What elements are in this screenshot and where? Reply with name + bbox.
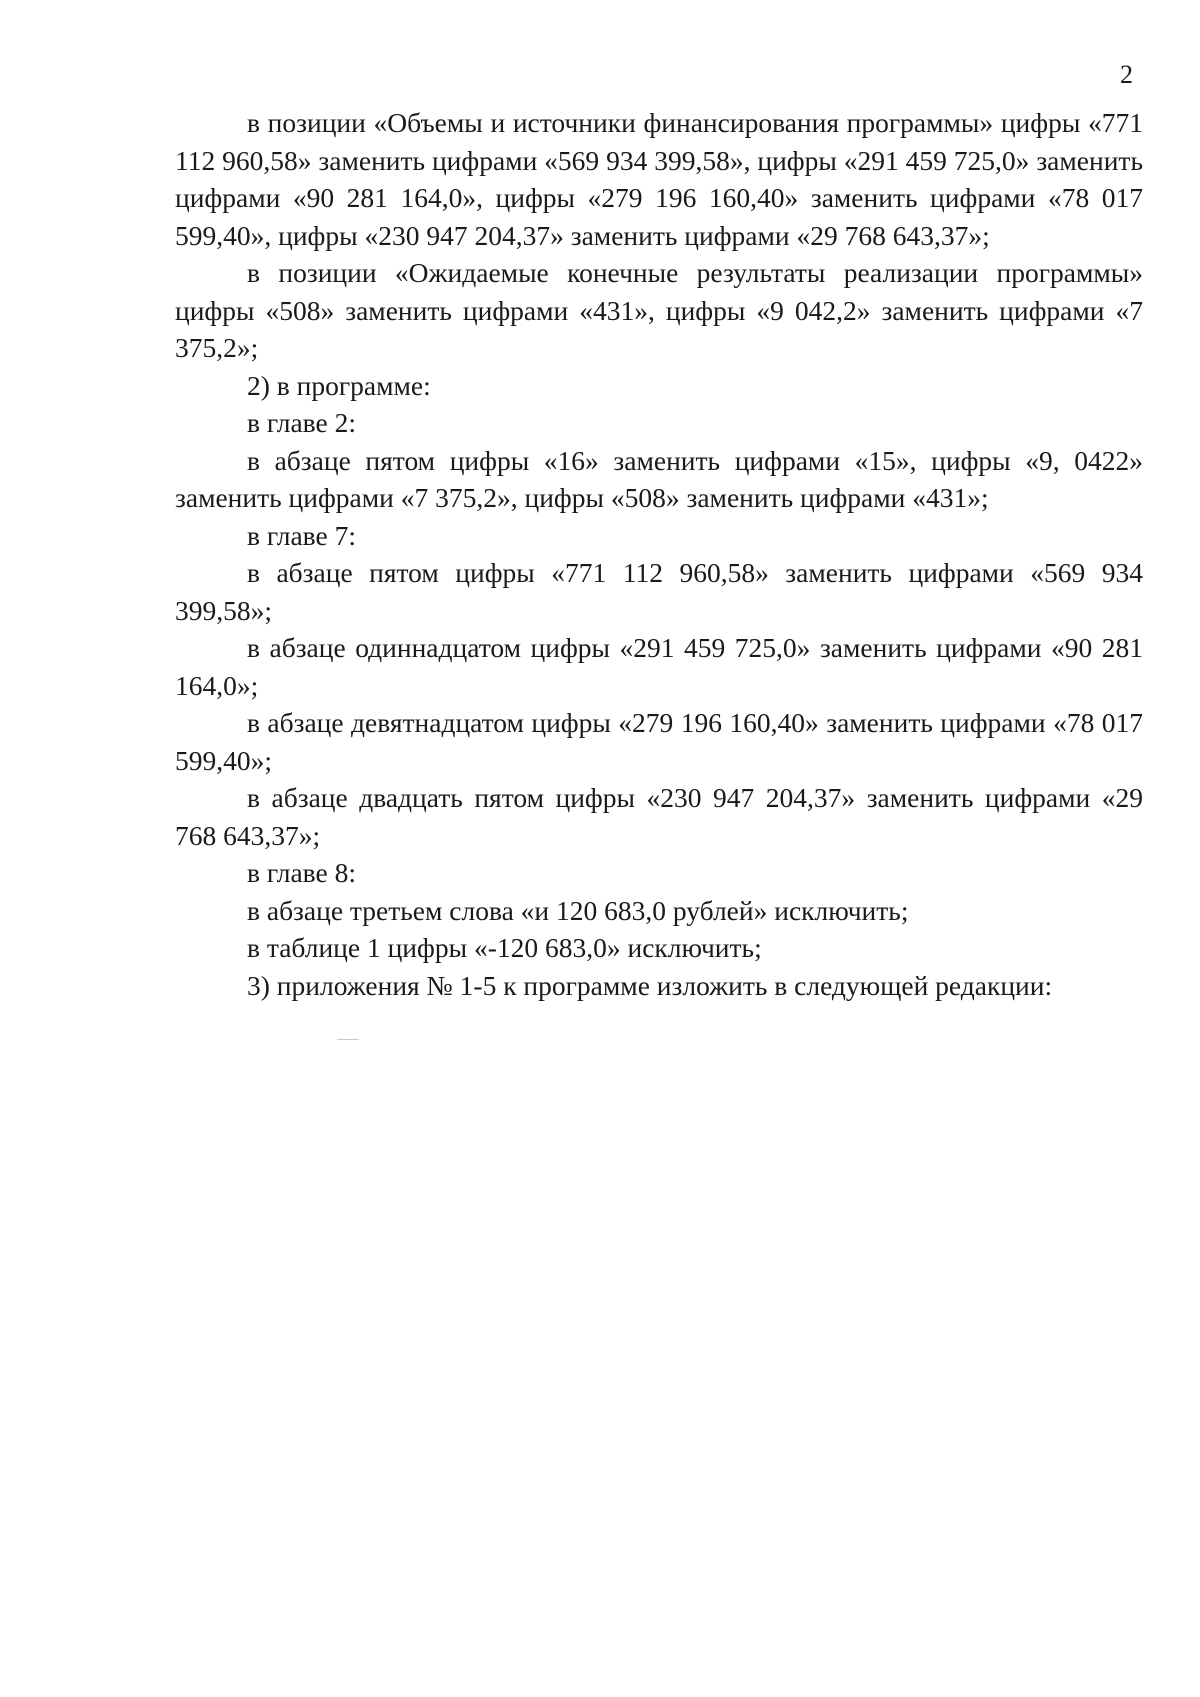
paragraph-expected-results-position: в позиции «Ожидаемые конечные результаты реализации программы» цифры «508» заменить цифрами «431», цифры «9 042,2» заменить цифрами «7 375,2»; (175, 257, 1143, 363)
paragraph-chapter-7: в главе 7: (247, 519, 356, 551)
paragraph-chapter-8: в главе 8: (247, 857, 356, 888)
paragraph-chapter-8-third: в абзаце третьем слова «и 120 683,0 рублей» исключить; (247, 894, 909, 926)
document-body (175, 104, 1143, 1004)
paragraph-table-1: в таблице 1 цифры «-120 683,0» исключить; (247, 932, 762, 963)
paragraph-chapter-7-fifth: в абзаце пятом цифры «771 112 960,58» заменить цифрами «569 934 399,58»; (175, 557, 1143, 626)
paragraph-funding-position: в позиции «Объемы и источники финансирования программы» цифры «771 112 960,58» заменить цифрами «569 934 399,58», цифры «291 459 725,0» заменить цифрами «90 281 164,0», цифры «279 196 160,40» заменить цифрами «78 017 599,40», цифры «230 947 204,37» заменить цифрами «29 768 643,37»; (175, 107, 1143, 251)
page-number: 2 (1120, 60, 1133, 89)
paragraph-chapter-7-twenty-fifth: в абзаце двадцать пятом цифры «230 947 204,37» заменить цифрами «29 768 643,37»; (175, 782, 1143, 851)
paragraph-chapter-7-eleventh: в абзаце одиннадцатом цифры «291 459 725,0» заменить цифрами «90 281 164,0»; (175, 632, 1143, 701)
scan-mark (337, 1039, 359, 1040)
paragraph-in-program: 2) в программе: (247, 369, 431, 401)
paragraph-appendices: 3) приложения № 1-5 к программе изложить в следующей редакции: (247, 969, 1053, 1001)
paragraph-chapter-7-nineteenth: в абзаце девятнадцатом цифры «279 196 160,40» заменить цифрами «78 017 599,40»; (175, 707, 1143, 776)
paragraph-chapter-2-edit: в абзаце пятом цифры «16» заменить цифрами «15», цифры «9, 0422» заменить цифрами «7 375,2», цифры «508» заменить цифрами «431»; (175, 444, 1143, 513)
paragraph-chapter-2: в главе 2: (247, 407, 356, 438)
